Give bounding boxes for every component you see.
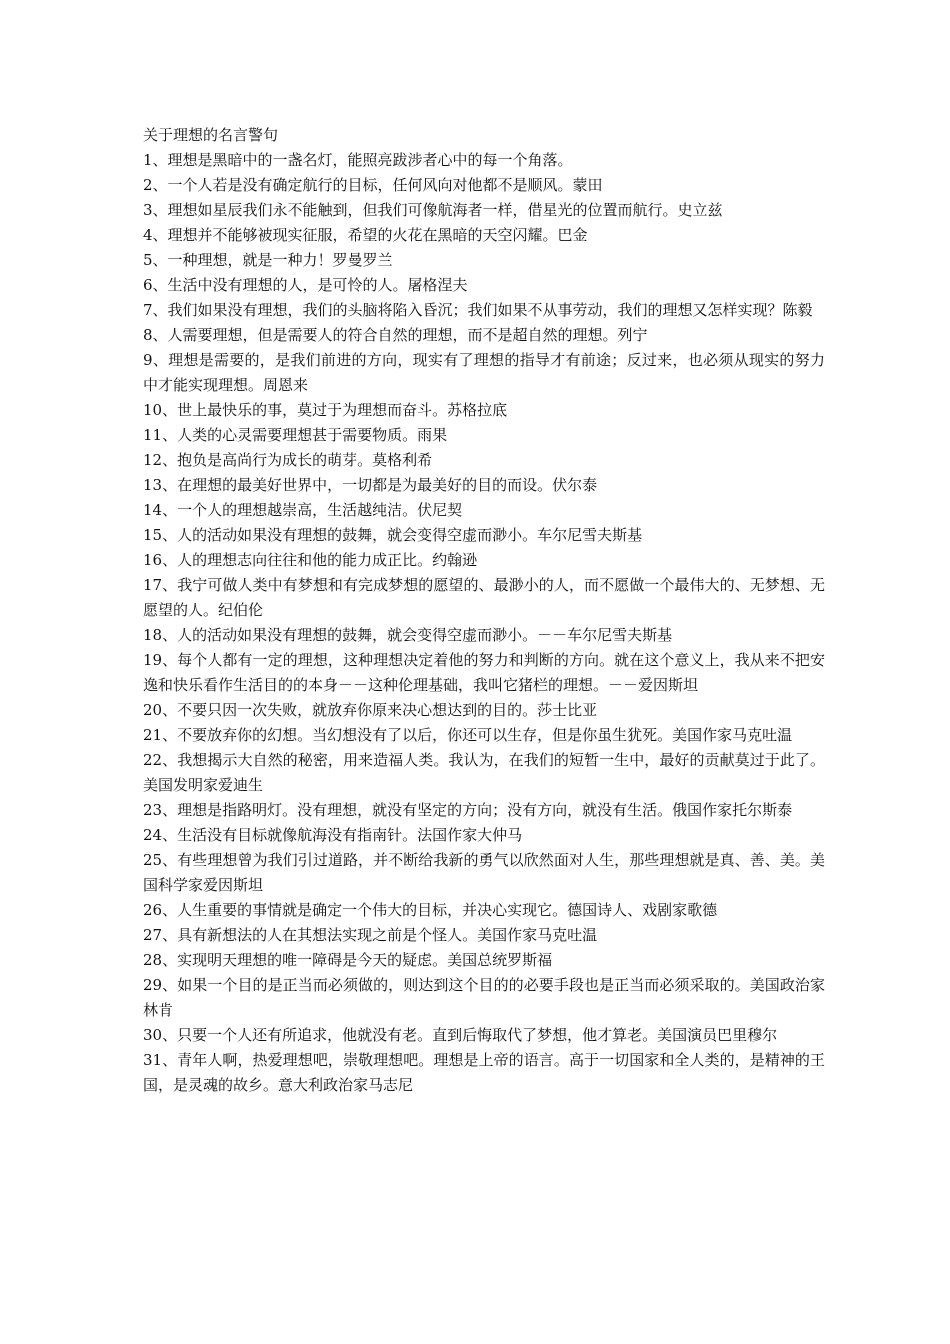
quote-item: 11、人类的心灵需要理想甚于需要物质。雨果 xyxy=(143,426,448,444)
quote-item: 25、有些理想曾为我们引过道路，并不断给我新的勇气以欣然面对人生，那些理想就是真、善、美。美国科学家爱因斯坦 xyxy=(143,851,825,894)
document-title: 关于理想的名言警句 xyxy=(143,126,279,144)
quote-item: 31、青年人啊，热爱理想吧，崇敬理想吧。理想是上帝的语言。高于一切国家和全人类的，是精神的王国，是灵魂的故乡。意大利政治家马志尼 xyxy=(143,1051,825,1094)
quote-item: 19、每个人都有一定的理想，这种理想决定着他的努力和判断的方向。就在这个意义上，我从来不把安逸和快乐看作生活目的的本身－－这种伦理基础，我叫它猪栏的理想。－－爱因斯坦 xyxy=(143,651,825,694)
quote-item: 24、生活没有目标就像航海没有指南针。法国作家大仲马 xyxy=(143,826,523,844)
quote-item: 16、人的理想志向往往和他的能力成正比。约翰逊 xyxy=(143,551,478,569)
document-page xyxy=(143,123,825,1098)
quote-item: 14、一个人的理想越崇高，生活越纯洁。伏尼契 xyxy=(143,501,463,519)
quote-item: 21、不要放弃你的幻想。当幻想没有了以后，你还可以生存，但是你虽生犹死。美国作家马克吐温 xyxy=(143,726,793,744)
quote-item: 7、我们如果没有理想，我们的头脑将陷入昏沉；我们如果不从事劳动，我们的理想又怎样实现？陈毅 xyxy=(143,301,813,319)
quote-item: 28、实现明天理想的唯一障碍是今天的疑虑。美国总统罗斯福 xyxy=(143,951,553,969)
quote-item: 15、人的活动如果没有理想的鼓舞，就会变得空虚而渺小。车尔尼雪夫斯基 xyxy=(143,526,643,544)
quote-item: 23、理想是指路明灯。没有理想，就没有坚定的方向；没有方向，就没有生活。俄国作家托尔斯泰 xyxy=(143,801,793,819)
quote-item: 13、在理想的最美好世界中，一切都是为最美好的目的而设。伏尔泰 xyxy=(143,476,598,494)
quote-item: 1、理想是黑暗中的一盏名灯，能照亮跋涉者心中的每一个角落。 xyxy=(143,151,573,169)
quote-list xyxy=(143,148,825,1098)
quote-item: 5、一种理想，就是一种力！罗曼罗兰 xyxy=(143,251,393,269)
quote-item: 8、人需要理想，但是需要人的符合自然的理想，而不是超自然的理想。列宁 xyxy=(143,326,648,344)
quote-item: 29、如果一个目的是正当而必须做的，则达到这个目的的必要手段也是正当而必须采取的。美国政治家林肯 xyxy=(143,976,825,1019)
quote-item: 20、不要只因一次失败，就放弃你原来决心想达到的目的。莎士比亚 xyxy=(143,701,598,719)
quote-item: 2、一个人若是没有确定航行的目标，任何风向对他都不是顺风。蒙田 xyxy=(143,176,603,194)
quote-item: 6、生活中没有理想的人，是可怜的人。屠格涅夫 xyxy=(143,276,468,294)
quote-item: 30、只要一个人还有所追求，他就没有老。直到后悔取代了梦想，他才算老。美国演员巴里穆尔 xyxy=(143,1026,778,1044)
quote-item: 3、理想如星辰我们永不能触到，但我们可像航海者一样，借星光的位置而航行。史立兹 xyxy=(143,201,723,219)
quote-item: 22、我想揭示大自然的秘密，用来造福人类。我认为，在我们的短暂一生中，最好的贡献莫过于此了。美国发明家爱迪生 xyxy=(143,751,825,794)
quote-item: 4、理想并不能够被现实征服，希望的火花在黑暗的天空闪耀。巴金 xyxy=(143,226,588,244)
quote-item: 17、我宁可做人类中有梦想和有完成梦想的愿望的、最渺小的人，而不愿做一个最伟大的、无梦想、无愿望的人。纪伯伦 xyxy=(143,576,825,619)
quote-item: 10、世上最快乐的事，莫过于为理想而奋斗。苏格拉底 xyxy=(143,401,508,419)
quote-item: 27、具有新想法的人在其想法实现之前是个怪人。美国作家马克吐温 xyxy=(143,926,598,944)
quote-item: 12、抱负是高尚行为成长的萌芽。莫格利希 xyxy=(143,451,433,469)
quote-item: 9、理想是需要的，是我们前进的方向，现实有了理想的指导才有前途；反过来，也必须从现实的努力中才能实现理想。周恩来 xyxy=(143,351,825,394)
quote-item: 18、人的活动如果没有理想的鼓舞，就会变得空虚而渺小。－－车尔尼雪夫斯基 xyxy=(143,626,673,644)
quote-item: 26、人生重要的事情就是确定一个伟大的目标，并决心实现它。德国诗人、戏剧家歌德 xyxy=(143,901,718,919)
